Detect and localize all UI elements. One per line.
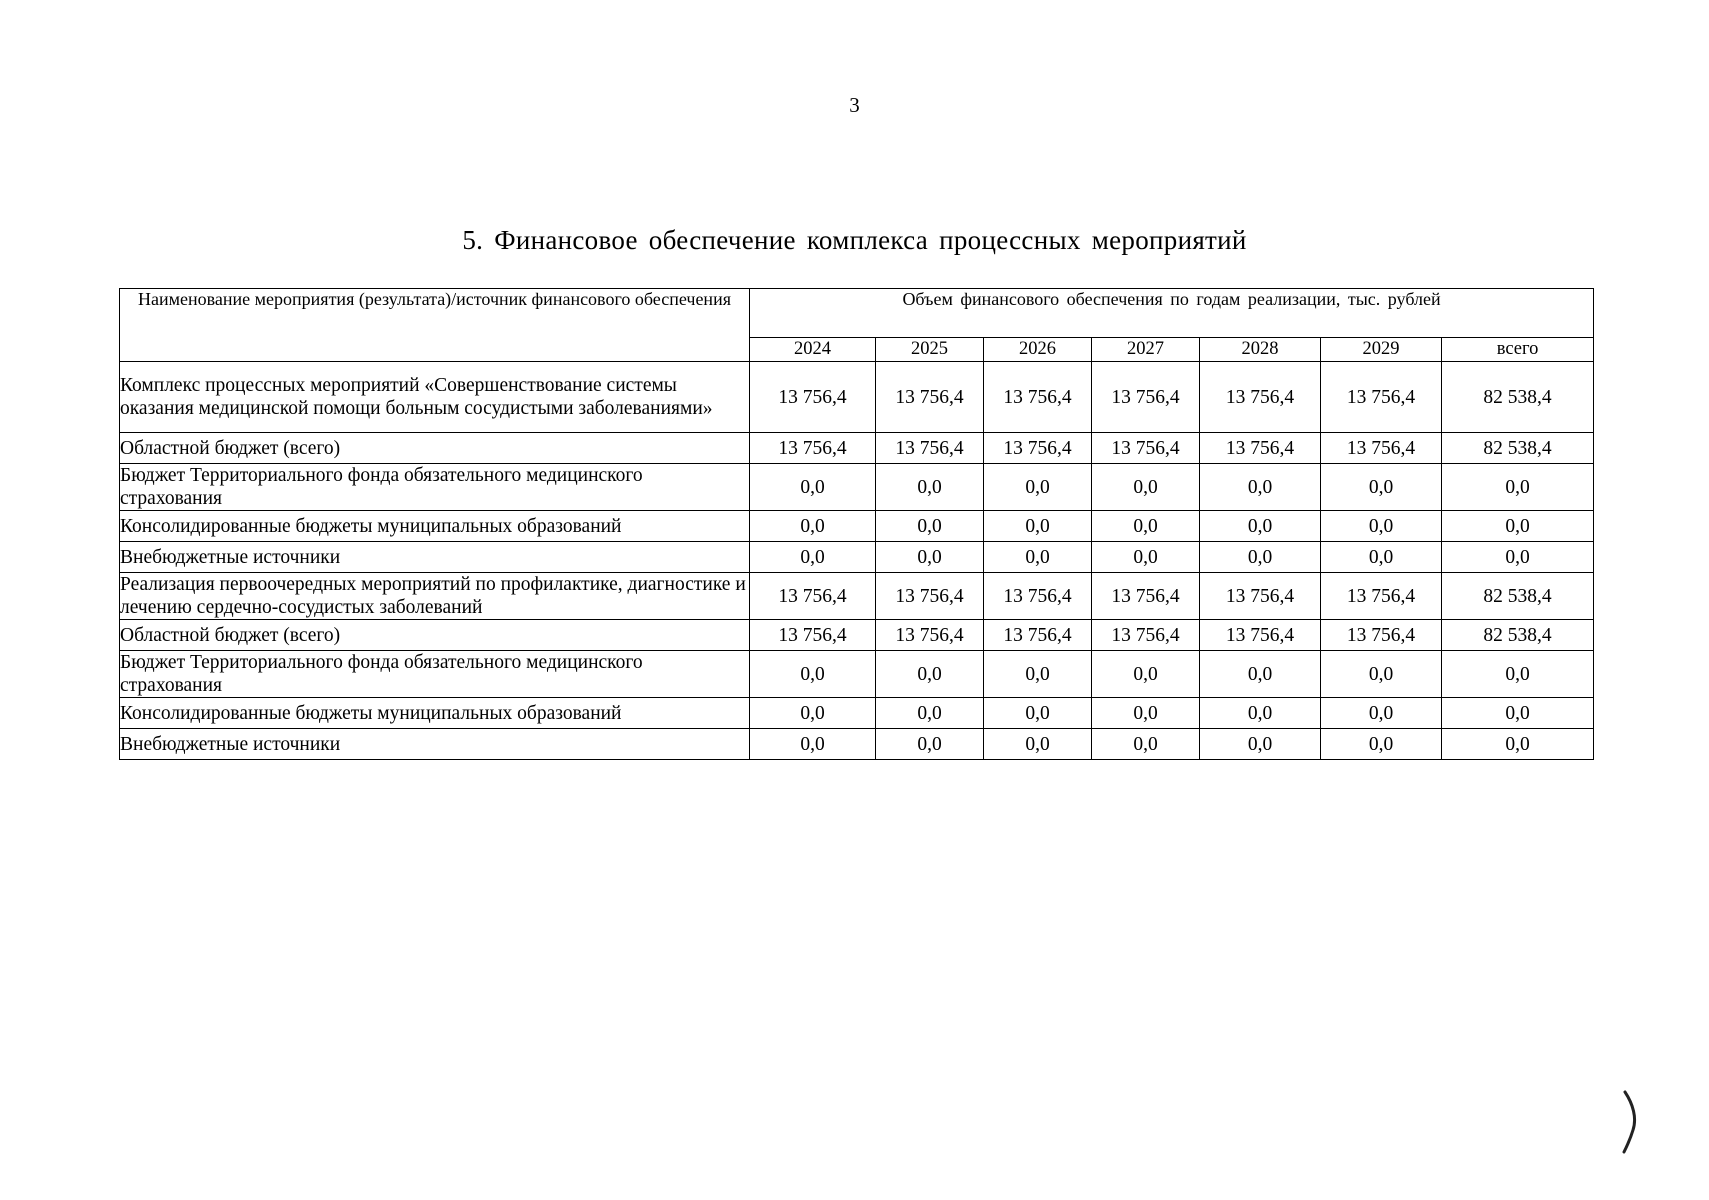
- column-header-volume: Объем финансового обеспечения по годам реализации, тыс. рублей: [750, 289, 1594, 338]
- row-value: 0,0: [876, 698, 984, 729]
- row-value: 0,0: [1092, 651, 1200, 698]
- table-row: [120, 464, 1594, 511]
- row-value: 13 756,4: [1200, 362, 1321, 433]
- row-value: 13 756,4: [876, 573, 984, 620]
- row-value: 13 756,4: [1092, 573, 1200, 620]
- row-value: 0,0: [984, 698, 1092, 729]
- row-value: 0,0: [1200, 464, 1321, 511]
- row-name: Внебюджетные источники: [120, 729, 750, 760]
- row-value: 13 756,4: [1200, 433, 1321, 464]
- row-total: 82 538,4: [1442, 433, 1594, 464]
- table-row: [120, 511, 1594, 542]
- row-value: 0,0: [1092, 464, 1200, 511]
- table-row: [120, 620, 1594, 651]
- row-value: 0,0: [1200, 698, 1321, 729]
- row-value: 13 756,4: [750, 620, 876, 651]
- row-value: 13 756,4: [1092, 620, 1200, 651]
- row-name: Реализация первоочередных мероприятий по профилактике, диагностике и лечению сердечно-сосудистых заболеваний: [120, 573, 750, 620]
- row-total: 82 538,4: [1442, 620, 1594, 651]
- row-total: 0,0: [1442, 464, 1594, 511]
- scan-artifact-mark: [1621, 1090, 1639, 1154]
- row-value: 13 756,4: [876, 362, 984, 433]
- row-value: 13 756,4: [984, 620, 1092, 651]
- row-value: 0,0: [750, 464, 876, 511]
- row-value: 0,0: [750, 729, 876, 760]
- row-name: Бюджет Территориального фонда обязательного медицинского страхования: [120, 651, 750, 698]
- row-name: Консолидированные бюджеты муниципальных образований: [120, 511, 750, 542]
- table-row: [120, 573, 1594, 620]
- row-name: Внебюджетные источники: [120, 542, 750, 573]
- financing-table: [119, 288, 1594, 760]
- row-value: 0,0: [876, 511, 984, 542]
- row-value: 0,0: [1200, 729, 1321, 760]
- column-header-total: всего: [1442, 338, 1594, 362]
- row-value: 0,0: [1200, 511, 1321, 542]
- row-value: 13 756,4: [984, 573, 1092, 620]
- table-row: [120, 362, 1594, 433]
- row-name: Консолидированные бюджеты муниципальных образований: [120, 698, 750, 729]
- row-value: 0,0: [984, 511, 1092, 542]
- row-value: 13 756,4: [750, 362, 876, 433]
- row-value: 13 756,4: [1321, 620, 1442, 651]
- column-header-year: 2029: [1321, 338, 1442, 362]
- row-value: 0,0: [876, 651, 984, 698]
- row-value: 13 756,4: [984, 433, 1092, 464]
- column-header-year: 2025: [876, 338, 984, 362]
- row-total: 82 538,4: [1442, 362, 1594, 433]
- row-value: 0,0: [750, 511, 876, 542]
- row-value: 0,0: [1092, 698, 1200, 729]
- page-number: 3: [849, 93, 860, 117]
- row-value: 13 756,4: [984, 362, 1092, 433]
- column-header-year: 2027: [1092, 338, 1200, 362]
- row-total: 0,0: [1442, 698, 1594, 729]
- row-value: 0,0: [1092, 729, 1200, 760]
- row-value: 0,0: [1092, 511, 1200, 542]
- table-row: [120, 542, 1594, 573]
- column-header-year: 2028: [1200, 338, 1321, 362]
- column-header-year: 2024: [750, 338, 876, 362]
- row-name: Областной бюджет (всего): [120, 433, 750, 464]
- row-total: 82 538,4: [1442, 573, 1594, 620]
- row-value: 13 756,4: [876, 620, 984, 651]
- row-total: 0,0: [1442, 542, 1594, 573]
- row-value: 0,0: [1200, 542, 1321, 573]
- row-total: 0,0: [1442, 729, 1594, 760]
- row-value: 0,0: [1321, 511, 1442, 542]
- row-value: 13 756,4: [750, 433, 876, 464]
- row-value: 0,0: [1200, 651, 1321, 698]
- row-value: 0,0: [984, 651, 1092, 698]
- row-value: 0,0: [1321, 542, 1442, 573]
- row-total: 0,0: [1442, 511, 1594, 542]
- row-value: 0,0: [984, 729, 1092, 760]
- section-title: 5. Финансовое обеспечение комплекса процессных мероприятий: [462, 225, 1247, 255]
- row-value: 0,0: [876, 729, 984, 760]
- row-value: 13 756,4: [1200, 620, 1321, 651]
- row-value: 0,0: [750, 542, 876, 573]
- table-row: [120, 433, 1594, 464]
- row-value: 13 756,4: [750, 573, 876, 620]
- table-row: [120, 729, 1594, 760]
- row-value: 0,0: [1092, 542, 1200, 573]
- row-value: 13 756,4: [1092, 433, 1200, 464]
- row-name: Комплекс процессных мероприятий «Совершенствование системы оказания медицинской помощи больным сосудистыми заболеваниями»: [120, 362, 750, 433]
- column-header-name: Наименование мероприятия (результата)/источник финансового обеспечения: [120, 289, 750, 362]
- row-value: 0,0: [876, 464, 984, 511]
- column-header-year: 2026: [984, 338, 1092, 362]
- table-row: [120, 698, 1594, 729]
- row-value: 0,0: [1321, 651, 1442, 698]
- row-value: 0,0: [1321, 698, 1442, 729]
- row-value: 0,0: [876, 542, 984, 573]
- row-value: 13 756,4: [1321, 362, 1442, 433]
- row-value: 0,0: [1321, 464, 1442, 511]
- row-value: 0,0: [750, 698, 876, 729]
- row-value: 13 756,4: [1321, 433, 1442, 464]
- row-name: Областной бюджет (всего): [120, 620, 750, 651]
- row-value: 13 756,4: [1321, 573, 1442, 620]
- row-value: 0,0: [984, 542, 1092, 573]
- table-row: [120, 651, 1594, 698]
- row-name: Бюджет Территориального фонда обязательного медицинского страхования: [120, 464, 750, 511]
- row-value: 0,0: [1321, 729, 1442, 760]
- row-value: 13 756,4: [1092, 362, 1200, 433]
- row-total: 0,0: [1442, 651, 1594, 698]
- row-value: 0,0: [750, 651, 876, 698]
- row-value: 13 756,4: [1200, 573, 1321, 620]
- row-value: 13 756,4: [876, 433, 984, 464]
- row-value: 0,0: [984, 464, 1092, 511]
